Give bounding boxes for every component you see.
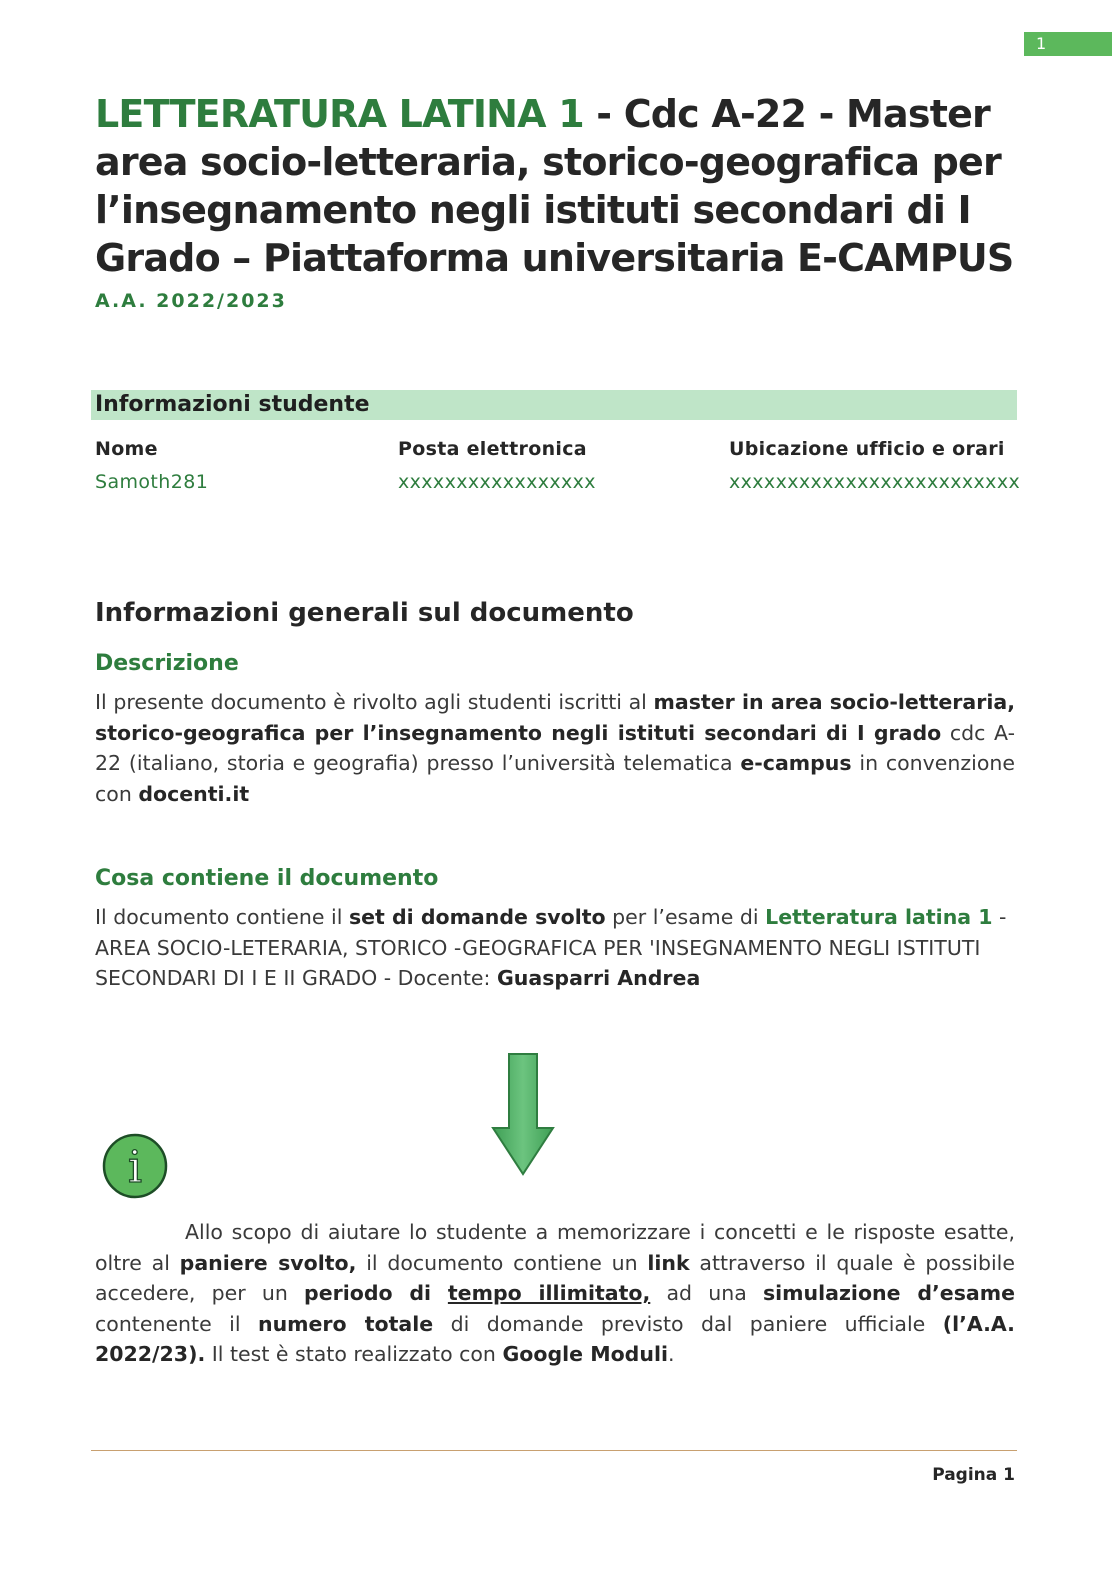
office-value: xxxxxxxxxxxxxxxxxxxxxxxxx (729, 471, 1021, 493)
note-bold-1: paniere svolto, (179, 1250, 357, 1275)
academic-year: A.A. 2022/2023 (95, 290, 287, 312)
note-underlined: tempo illimitato, (447, 1281, 651, 1305)
note-bold-6: (l’A.A. 2022/23). (95, 1311, 1015, 1366)
note-text-6: di domande previsto dal paniere ufficiale (433, 1311, 943, 1336)
name-label: Nome (95, 438, 158, 460)
contents-title: Cosa contiene il documento (95, 866, 439, 891)
contents-text-3: - AREA SOCIO-LETERARIA, STORICO -GEOGRAFICA PER 'INSEGNAMENTO NEGLI ISTITUTI SECONDARI DI I E II GRADO - Docente: (95, 905, 1007, 990)
note-text-8: . (668, 1342, 675, 1366)
email-label: Posta elettronica (398, 438, 587, 460)
description-bold-1: master in area socio-letteraria, storico-geografica per l’insegnamento negli istituti secondari di I grado (95, 690, 1015, 745)
footer-divider (91, 1450, 1017, 1451)
description-text-2: cdc A-22 (italiano, storia e geografia) presso l’università telematica (95, 720, 1015, 775)
note-text-5: contenente il (95, 1311, 258, 1336)
description-title: Descrizione (95, 651, 239, 676)
contents-course-name: Letteratura latina 1 (765, 905, 993, 929)
contents-bold-1: set di domande svolto (348, 905, 606, 929)
page-number-tab: 1 (1024, 32, 1112, 56)
title-rest: - Cdc A-22 - Master area socio-letteraria, storico-geografica per l’insegnamento negli istituti secondari di I Grado – Piattaforma universitaria E-CAMPUS (95, 92, 1014, 280)
info-icon (101, 1132, 169, 1200)
course-name: LETTERATURA LATINA 1 (95, 92, 584, 136)
contents-text-1: Il documento contiene il (95, 905, 349, 929)
document-title (95, 90, 1035, 282)
name-value: Samoth281 (95, 471, 209, 493)
general-info-title: Informazioni generali sul documento (95, 598, 634, 628)
student-info-header: Informazioni studente (91, 390, 1017, 420)
description-text-3: in convenzione con (95, 751, 1015, 806)
description-text-1: Il presente documento è rivolto agli studenti iscritti al (95, 690, 654, 714)
note-paragraph (95, 1217, 1015, 1370)
note-text-7: Il test è stato realizzato con (205, 1342, 503, 1366)
contents-paragraph (95, 902, 1015, 994)
note-text-3: attraverso il quale è possibile accedere, per un (95, 1250, 1015, 1305)
svg-text:i: i (127, 1142, 143, 1193)
contents-teacher: Guasparri Andrea (496, 966, 701, 990)
note-text-1: Allo scopo di aiutare lo studente a memorizzare i concetti e le risposte esatte, oltre al (95, 1220, 1015, 1275)
note-bold-4: simulazione d’esame (762, 1281, 1015, 1305)
description-bold-3: docenti.it (138, 781, 250, 806)
description-bold-2: e-campus (740, 751, 852, 775)
footer-page-label: Pagina 1 (932, 1465, 1015, 1485)
contents-text-2: per l’esame di (605, 905, 766, 929)
note-link-word: link (647, 1250, 690, 1275)
office-label: Ubicazione ufficio e orari (729, 438, 1005, 460)
note-text-2: il documento contiene un (356, 1250, 648, 1275)
note-bold-5: numero totale (257, 1311, 434, 1336)
arrow-down-icon (490, 1052, 556, 1178)
email-value: xxxxxxxxxxxxxxxxx (398, 471, 596, 493)
description-paragraph (95, 687, 1015, 809)
note-text-4: ad una (650, 1281, 763, 1305)
note-bold-3: periodo di (304, 1281, 448, 1305)
note-bold-7: Google Moduli (502, 1342, 668, 1366)
